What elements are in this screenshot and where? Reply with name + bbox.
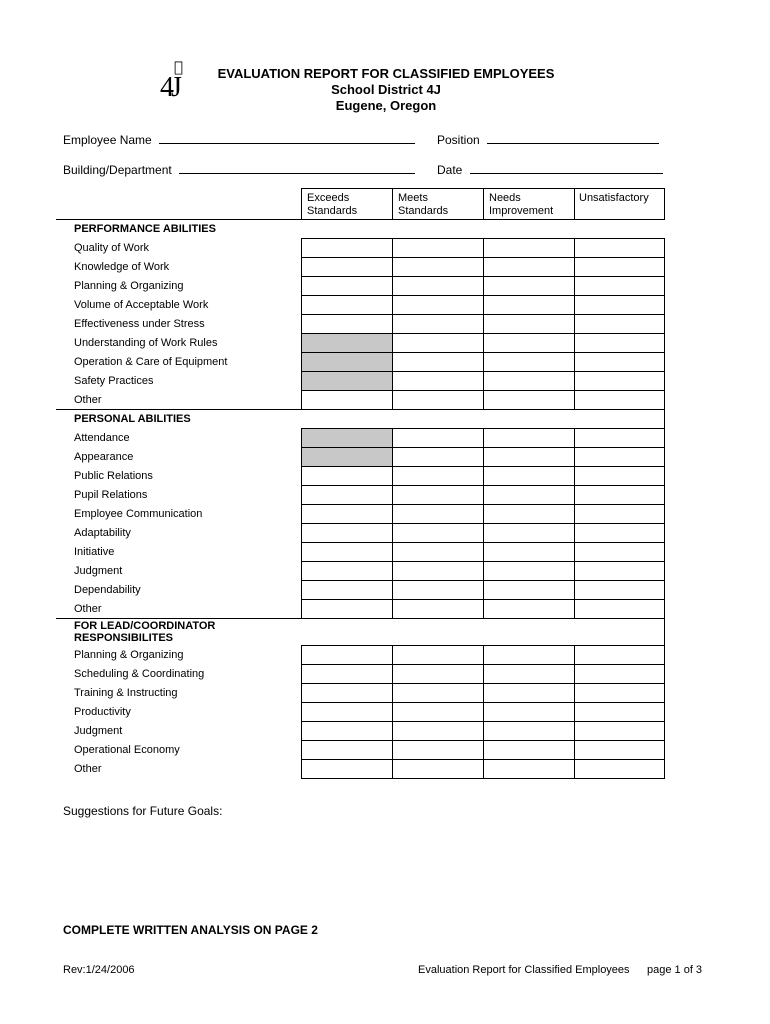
rating-cell[interactable]: [483, 524, 574, 543]
table-row: [56, 429, 664, 448]
document-title: EVALUATION REPORT FOR CLASSIFIED EMPLOYEES: [217, 66, 555, 81]
rating-cell[interactable]: [392, 684, 483, 703]
rating-cell[interactable]: [574, 581, 664, 600]
rating-cell[interactable]: [301, 258, 392, 277]
rating-cell[interactable]: [574, 277, 664, 296]
table-row: [56, 239, 664, 258]
table-row: [56, 486, 664, 505]
rating-cell[interactable]: [483, 646, 574, 665]
rating-cell[interactable]: [301, 581, 392, 600]
position-field: [437, 132, 659, 147]
column-header-line: Standards: [307, 205, 358, 217]
employee-name-line[interactable]: [159, 132, 415, 144]
rating-cell[interactable]: [483, 277, 574, 296]
column-header-frame: [301, 188, 665, 220]
rating-cell[interactable]: [301, 646, 392, 665]
rating-cell[interactable]: [301, 600, 392, 619]
rating-cell[interactable]: [574, 524, 664, 543]
column-header-line: Unsatisfactory: [579, 192, 649, 204]
position-label: Position: [437, 133, 480, 147]
rating-cell[interactable]: [392, 429, 483, 448]
rating-cell[interactable]: [392, 277, 483, 296]
column-header-line: Needs: [489, 192, 521, 204]
rating-cell[interactable]: [574, 486, 664, 505]
criterion-label: Planning & Organizing: [74, 649, 184, 661]
table-row: [56, 543, 664, 562]
rating-cell: [301, 429, 392, 448]
rating-cell[interactable]: [574, 315, 664, 334]
rating-cell[interactable]: [483, 258, 574, 277]
table-row: [56, 505, 664, 524]
rating-cell[interactable]: [392, 467, 483, 486]
rating-cell[interactable]: [574, 448, 664, 467]
rating-cell[interactable]: [574, 562, 664, 581]
rating-cell[interactable]: [301, 296, 392, 315]
building-label: Building/Department: [63, 163, 172, 177]
rating-cell[interactable]: [392, 372, 483, 391]
criterion-label: Judgment: [74, 725, 123, 737]
table-row: [56, 391, 664, 410]
rating-cell[interactable]: [301, 505, 392, 524]
employee-name-label: Employee Name: [63, 133, 152, 147]
rating-cell[interactable]: [483, 353, 574, 372]
section-title-line: RESPONSIBILITES: [74, 632, 174, 644]
rating-cell[interactable]: [301, 684, 392, 703]
rating-cell: [301, 448, 392, 467]
rating-cell[interactable]: [392, 600, 483, 619]
rating-cell[interactable]: [574, 646, 664, 665]
table-row: [56, 741, 664, 760]
table-row: [56, 353, 664, 372]
rating-table: [56, 219, 665, 779]
table-row: [56, 665, 664, 684]
criterion-label: Volume of Acceptable Work: [74, 299, 209, 311]
rating-cell[interactable]: [483, 722, 574, 741]
rating-cell[interactable]: [392, 543, 483, 562]
rating-cell[interactable]: [301, 703, 392, 722]
rating-cell[interactable]: [574, 372, 664, 391]
rating-cell: [301, 334, 392, 353]
table-row: [56, 296, 664, 315]
rating-cell[interactable]: [392, 239, 483, 258]
rating-cell[interactable]: [392, 722, 483, 741]
rating-cell[interactable]: [392, 703, 483, 722]
column-header-line: Standards: [398, 205, 449, 217]
criterion-label: Operation & Care of Equipment: [74, 356, 228, 368]
rating-cell[interactable]: [483, 372, 574, 391]
section-title: PERFORMANCE ABILITIES: [56, 220, 664, 239]
document-header: [196, 66, 576, 114]
rating-cell[interactable]: [483, 296, 574, 315]
table-row: [56, 258, 664, 277]
rating-cell[interactable]: [483, 448, 574, 467]
table-row: [56, 581, 664, 600]
criterion-label: Other: [74, 602, 102, 615]
district-logo: [160, 60, 196, 110]
rating-cell[interactable]: [301, 239, 392, 258]
criterion-label: Quality of Work: [74, 242, 149, 254]
table-row: [56, 703, 664, 722]
building-line[interactable]: [179, 162, 415, 174]
rating-cell[interactable]: [301, 722, 392, 741]
rating-cell[interactable]: [483, 334, 574, 353]
position-line[interactable]: [487, 132, 659, 144]
criterion-label: Employee Communication: [74, 508, 203, 520]
rating-cell[interactable]: [483, 665, 574, 684]
date-field: [437, 162, 663, 177]
table-row: [56, 524, 664, 543]
criterion-label: Public Relations: [74, 470, 153, 482]
rating-cell[interactable]: [392, 760, 483, 779]
rating-cell[interactable]: [574, 684, 664, 703]
rating-cell[interactable]: [574, 334, 664, 353]
section-row: [56, 220, 664, 239]
criterion-label: Other: [74, 393, 102, 406]
rating-cell[interactable]: [574, 353, 664, 372]
rating-cell[interactable]: [574, 467, 664, 486]
rating-cell[interactable]: [574, 760, 664, 779]
rating-cell[interactable]: [301, 524, 392, 543]
rating-cell[interactable]: [392, 646, 483, 665]
logo-text: 4J: [160, 72, 179, 103]
suggestions-label: Suggestions for Future Goals:: [63, 804, 223, 818]
rating-cell[interactable]: [483, 486, 574, 505]
rating-cell[interactable]: [301, 391, 392, 410]
rating-cell[interactable]: [392, 524, 483, 543]
rating-cell[interactable]: [301, 562, 392, 581]
criterion-label: Scheduling & Coordinating: [74, 668, 205, 680]
table-row: [56, 372, 664, 391]
rating-cell: [301, 372, 392, 391]
rating-cell[interactable]: [301, 277, 392, 296]
rating-cell[interactable]: [574, 543, 664, 562]
criterion-label: Training & Instructing: [74, 687, 178, 699]
rating-cell[interactable]: [574, 703, 664, 722]
table-row: [56, 684, 664, 703]
rating-cell[interactable]: [574, 722, 664, 741]
rating-cell[interactable]: [483, 429, 574, 448]
rating-cell[interactable]: [483, 581, 574, 600]
rating-cell[interactable]: [574, 665, 664, 684]
criterion-label: Effectiveness under Stress: [74, 318, 205, 330]
criterion-label: Dependability: [74, 584, 141, 596]
rating-cell[interactable]: [483, 760, 574, 779]
rating-cell[interactable]: [392, 562, 483, 581]
rating-cell[interactable]: [301, 543, 392, 562]
table-row: [56, 760, 664, 779]
rating-cell[interactable]: [392, 315, 483, 334]
table-row: [56, 646, 664, 665]
table-row: [56, 467, 664, 486]
rating-cell[interactable]: [483, 239, 574, 258]
table-row: [56, 277, 664, 296]
criterion-label: Productivity: [74, 706, 131, 718]
section-row: [56, 619, 664, 646]
criterion-label: Planning & Organizing: [74, 280, 184, 292]
criterion-label: Attendance: [74, 432, 130, 444]
rating-cell[interactable]: [392, 334, 483, 353]
rating-cell[interactable]: [483, 684, 574, 703]
employee-name-field: [63, 132, 415, 147]
rating-cell[interactable]: [574, 741, 664, 760]
rating-cell[interactable]: [483, 315, 574, 334]
table-row: [56, 448, 664, 467]
district-location: Eugene, Oregon: [335, 98, 437, 113]
criterion-label: Operational Economy: [74, 744, 180, 756]
table-row: [56, 315, 664, 334]
rating-cell[interactable]: [574, 258, 664, 277]
table-row: [56, 600, 664, 619]
building-field: [63, 162, 415, 177]
criterion-label: Knowledge of Work: [74, 261, 170, 273]
rating-cell[interactable]: [301, 467, 392, 486]
rating-cell[interactable]: [392, 581, 483, 600]
section-title: [56, 619, 664, 646]
rating-cell[interactable]: [392, 741, 483, 760]
section-title-line: FOR LEAD/COORDINATOR: [74, 620, 216, 632]
table-row: [56, 334, 664, 353]
rating-cell[interactable]: [483, 741, 574, 760]
criterion-label: Appearance: [74, 451, 134, 463]
rating-cell[interactable]: [574, 296, 664, 315]
rating-cell[interactable]: [392, 505, 483, 524]
rating-cell[interactable]: [301, 741, 392, 760]
rating-cell[interactable]: [574, 600, 664, 619]
district-name: School District 4J: [331, 82, 441, 97]
rating-cell[interactable]: [483, 391, 574, 410]
rating-cell[interactable]: [574, 239, 664, 258]
rating-cell[interactable]: [483, 600, 574, 619]
rating-cell[interactable]: [574, 429, 664, 448]
criterion-label: Adaptability: [74, 527, 131, 539]
rating-cell[interactable]: [301, 315, 392, 334]
criterion-label: Safety Practices: [74, 375, 154, 387]
rating-cell[interactable]: [483, 467, 574, 486]
rating-cell[interactable]: [301, 665, 392, 684]
rating-cell[interactable]: [392, 391, 483, 410]
rating-cell[interactable]: [483, 505, 574, 524]
rating-cell[interactable]: [483, 562, 574, 581]
rating-cell[interactable]: [392, 665, 483, 684]
section-title: PERSONAL ABILITIES: [56, 410, 664, 429]
column-header-line: Meets: [398, 192, 428, 204]
rating-cell[interactable]: [392, 486, 483, 505]
rating-cell[interactable]: [301, 486, 392, 505]
rating-cell[interactable]: [301, 760, 392, 779]
rating-cell[interactable]: [392, 296, 483, 315]
date-line[interactable]: [470, 162, 663, 174]
date-label: Date: [437, 163, 463, 177]
table-row: [56, 562, 664, 581]
footer-revision: Rev:1/24/2006: [63, 964, 135, 976]
rating-cell[interactable]: [392, 448, 483, 467]
criterion-label: Judgment: [74, 565, 123, 577]
criterion-label: Other: [74, 763, 102, 775]
column-header-line: Exceeds: [307, 192, 350, 204]
rating-cell[interactable]: [392, 353, 483, 372]
criterion-label: Initiative: [74, 546, 115, 558]
rating-cell[interactable]: [392, 258, 483, 277]
column-header-line: Improvement: [489, 205, 554, 217]
rating-cell[interactable]: [574, 505, 664, 524]
rating-cell[interactable]: [483, 543, 574, 562]
footer-page-number: page 1 of 3: [647, 964, 703, 976]
table-row: [56, 722, 664, 741]
criterion-label: Understanding of Work Rules: [74, 337, 218, 349]
rating-cell[interactable]: [574, 391, 664, 410]
criterion-label: Pupil Relations: [74, 489, 148, 501]
rating-cell[interactable]: [483, 703, 574, 722]
analysis-note: COMPLETE WRITTEN ANALYSIS ON PAGE 2: [63, 923, 318, 937]
section-row: [56, 410, 664, 429]
rating-cell: [301, 353, 392, 372]
footer-doc-title: Evaluation Report for Classified Employees: [418, 964, 630, 976]
